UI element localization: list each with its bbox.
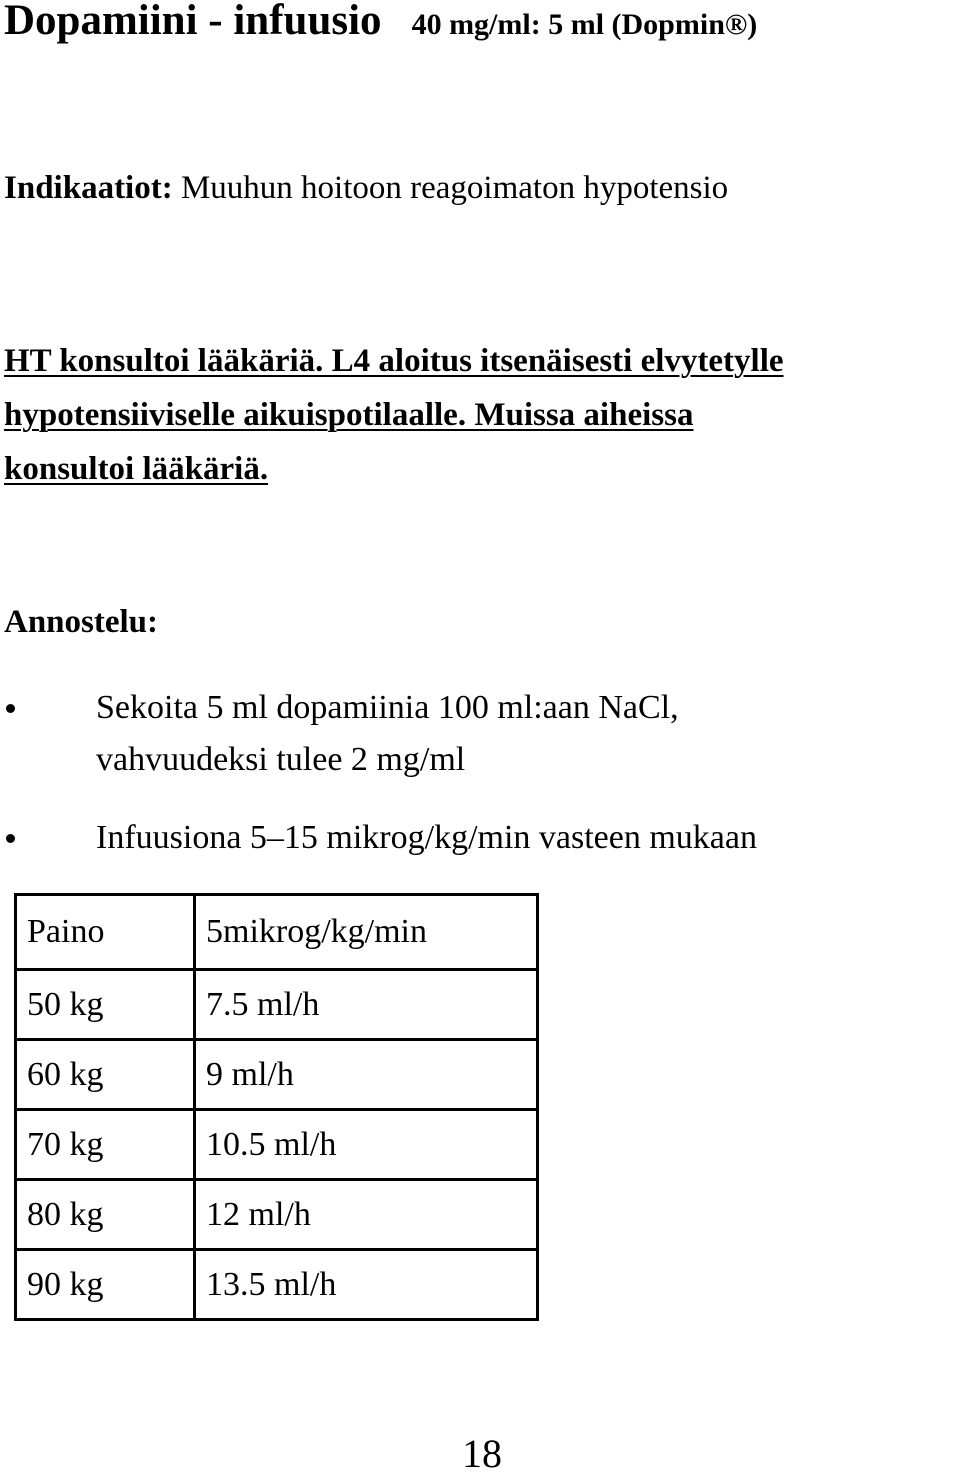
table-row — [16, 1250, 538, 1320]
page-subtitle: 40 mg/ml: 5 ml (Dopmin®) — [411, 8, 758, 41]
page-title: Dopamiini - infuusio — [4, 0, 382, 44]
infusion-rate-table — [14, 893, 539, 1321]
header-rate: 5mikrog/kg/min — [195, 895, 538, 970]
dosage-heading: Annostelu: — [4, 604, 159, 640]
cell-rate: 7.5 ml/h — [195, 970, 538, 1040]
bullet-dot-icon — [6, 704, 15, 713]
bullet-text — [96, 682, 679, 786]
bullet-dot-icon — [6, 834, 15, 843]
ht-consultation-note — [4, 334, 954, 496]
cell-weight: 60 kg — [16, 1040, 195, 1110]
table-header-row — [16, 895, 538, 970]
bullet-line: Sekoita 5 ml dopamiinia 100 ml:aan NaCl, — [96, 689, 679, 726]
table-row — [16, 1040, 538, 1110]
title-row — [4, 0, 757, 45]
bullet-line: Infuusiona 5–15 mikrog/kg/min vasteen mukaan — [96, 819, 757, 856]
bullet-line: vahvuudeksi tulee 2 mg/ml — [96, 741, 466, 778]
ht-note-line: konsultoi lääkäriä. — [4, 451, 269, 487]
bullet-text — [96, 812, 757, 864]
header-weight: Paino — [16, 895, 195, 970]
ht-note-line: HT konsultoi lääkäriä. L4 aloitus itsenäisesti elvytetylle — [4, 343, 784, 379]
ht-note-line: hypotensiiviselle aikuispotilaalle. Muissa aiheissa — [4, 397, 694, 433]
cell-rate: 9 ml/h — [195, 1040, 538, 1110]
cell-rate: 13.5 ml/h — [195, 1250, 538, 1320]
cell-rate: 12 ml/h — [195, 1180, 538, 1250]
cell-weight: 50 kg — [16, 970, 195, 1040]
cell-weight: 90 kg — [16, 1250, 195, 1320]
cell-weight: 70 kg — [16, 1110, 195, 1180]
cell-rate: 10.5 ml/h — [195, 1110, 538, 1180]
cell-weight: 80 kg — [16, 1180, 195, 1250]
indications — [4, 170, 728, 207]
table-row — [16, 1180, 538, 1250]
indications-text: Muuhun hoitoon reagoimaton hypotensio — [180, 170, 729, 206]
table-row — [16, 970, 538, 1040]
table-row — [16, 1110, 538, 1180]
indications-label: Indikaatiot: — [4, 170, 173, 206]
page-number: 18 — [462, 1431, 502, 1476]
